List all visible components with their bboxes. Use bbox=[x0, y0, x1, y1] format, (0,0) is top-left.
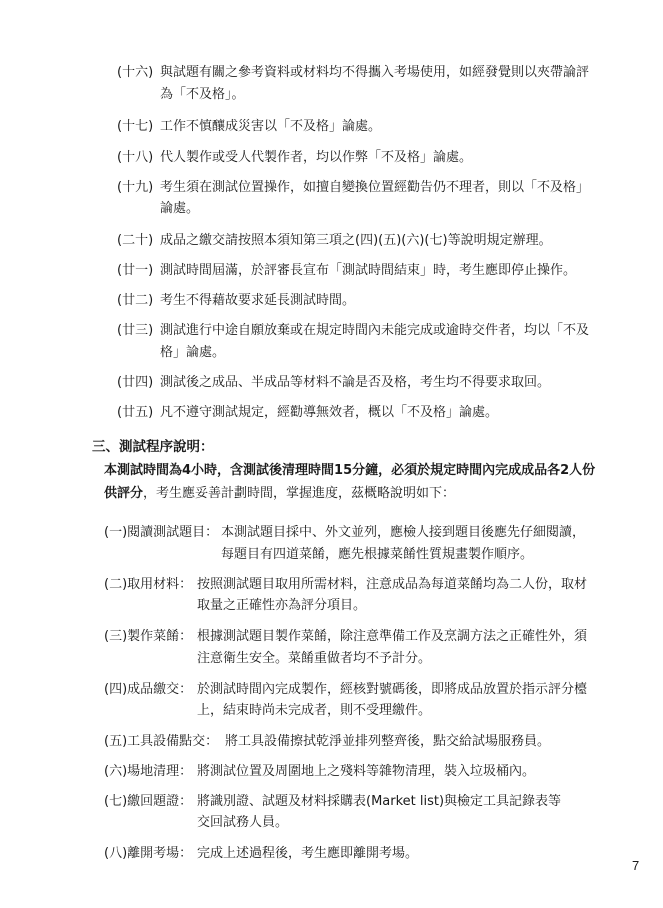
rule-text: 成品之繳交請按照本須知第三項之(四)(五)(六)(七)等說明規定辦理。 bbox=[160, 233, 552, 248]
rule-number: (廿一) bbox=[117, 263, 154, 278]
step-text: 根據測試題目製作菜餚，除注意準備工作及烹調方法之正確性外，須 bbox=[197, 629, 588, 644]
step-text: 將工具設備擦拭乾淨並排列整齊後，點交給試場服務員。 bbox=[225, 734, 551, 749]
step-text: 取量之正確性亦為評分項目。 bbox=[197, 598, 367, 613]
step-text: 交回試務人員。 bbox=[197, 815, 289, 830]
rule-text: 考生須在測試位置操作，如擅自變換位置經勸告仍不理者，則以「不及格」 bbox=[160, 180, 590, 195]
section-intro: 本測試時間為4小時，含測試後清理時間15分鐘，必須於規定時間內完成成品各2人份 bbox=[104, 463, 596, 478]
step-label: (三)製作菜餚： bbox=[104, 629, 193, 644]
step-text: 完成上述過程後，考生應即離開考場。 bbox=[197, 846, 419, 861]
rule-text: 測試時間屆滿，於評審長宣布「測試時間結束」時，考生應即停止操作。 bbox=[160, 263, 577, 278]
section-heading: 三、測試程序說明： bbox=[92, 439, 214, 455]
rule-number: (十六) bbox=[117, 65, 154, 80]
rule-text: 工作不慎釀成災害以「不及格」論處。 bbox=[160, 119, 382, 134]
step-label: (四)成品繳交： bbox=[104, 682, 193, 697]
step-text: 本測試題目採中、外文並列，應檢人接到題目後應先仔細閱讀， bbox=[221, 525, 586, 540]
rule-text: 格」論處。 bbox=[160, 345, 226, 360]
rule-text: 為「不及格」。 bbox=[160, 87, 245, 102]
rule-number: (廿四) bbox=[117, 375, 154, 390]
rule-number: (廿二) bbox=[117, 293, 154, 308]
step-label: (七)繳回題證： bbox=[104, 794, 193, 809]
section-intro-cont bbox=[104, 485, 455, 503]
step-label: (六)場地清理： bbox=[104, 764, 193, 779]
rule-text: 測試進行中途自願放棄或在規定時間內未能完成或逾時交件者，均以「不及 bbox=[160, 323, 590, 338]
step-text: 上，結束時尚未完成者，則不受理繳件。 bbox=[197, 703, 432, 718]
rule-number: (十九) bbox=[117, 180, 154, 195]
rule-number: (廿五) bbox=[117, 405, 154, 420]
rule-text: 代人製作或受人代製作者，均以作弊「不及格」論處。 bbox=[160, 150, 473, 165]
rule-number: (十七) bbox=[117, 119, 154, 134]
section-intro-bold: 供評分 bbox=[104, 486, 144, 501]
step-text: 將測試位置及周圍地上之殘料等雜物清理，裝入垃圾桶內。 bbox=[197, 764, 536, 779]
step-text: 每題目有四道菜餚，應先根據菜餚性質規畫製作順序。 bbox=[221, 547, 534, 562]
step-text: 按照測試題目取用所需材料，注意成品為每道菜餚均為二人份，取材 bbox=[197, 577, 588, 592]
step-text: 將識別證、試題及材料採購表(Market list)與檢定工具記錄表等 bbox=[197, 794, 562, 809]
step-label: (二)取用材料： bbox=[104, 577, 193, 592]
rule-number: (廿三) bbox=[117, 323, 154, 338]
page-number: 7 bbox=[632, 858, 640, 873]
rule-text: 論處。 bbox=[160, 201, 200, 216]
rule-text: 測試後之成品、半成品等材料不論是否及格，考生均不得要求取回。 bbox=[160, 375, 551, 390]
step-label: (五)工具設備點交： bbox=[104, 734, 219, 749]
step-label: (一)閱讀測試題目： bbox=[104, 525, 219, 540]
step-text: 於測試時間內完成製作，經核對號碼後，即將成品放置於指示評分檯 bbox=[197, 682, 588, 697]
rule-text: 凡不遵守測試規定，經勸導無效者，概以「不及格」論處。 bbox=[160, 405, 499, 420]
rule-number: (二十) bbox=[117, 233, 154, 248]
section-intro-rest: ，考生應妥善計劃時間，掌握進度，茲概略說明如下： bbox=[143, 486, 456, 501]
rule-number: (十八) bbox=[117, 150, 154, 165]
rule-text: 與試題有關之參考資料或材料均不得攜入考場使用，如經發覺則以夾帶論評 bbox=[160, 65, 590, 80]
step-label: (八)離開考場： bbox=[104, 846, 193, 861]
rule-text: 考生不得藉故要求延長測試時間。 bbox=[160, 293, 356, 308]
step-text: 注意衛生安全。菜餚重做者均不予計分。 bbox=[197, 651, 432, 666]
